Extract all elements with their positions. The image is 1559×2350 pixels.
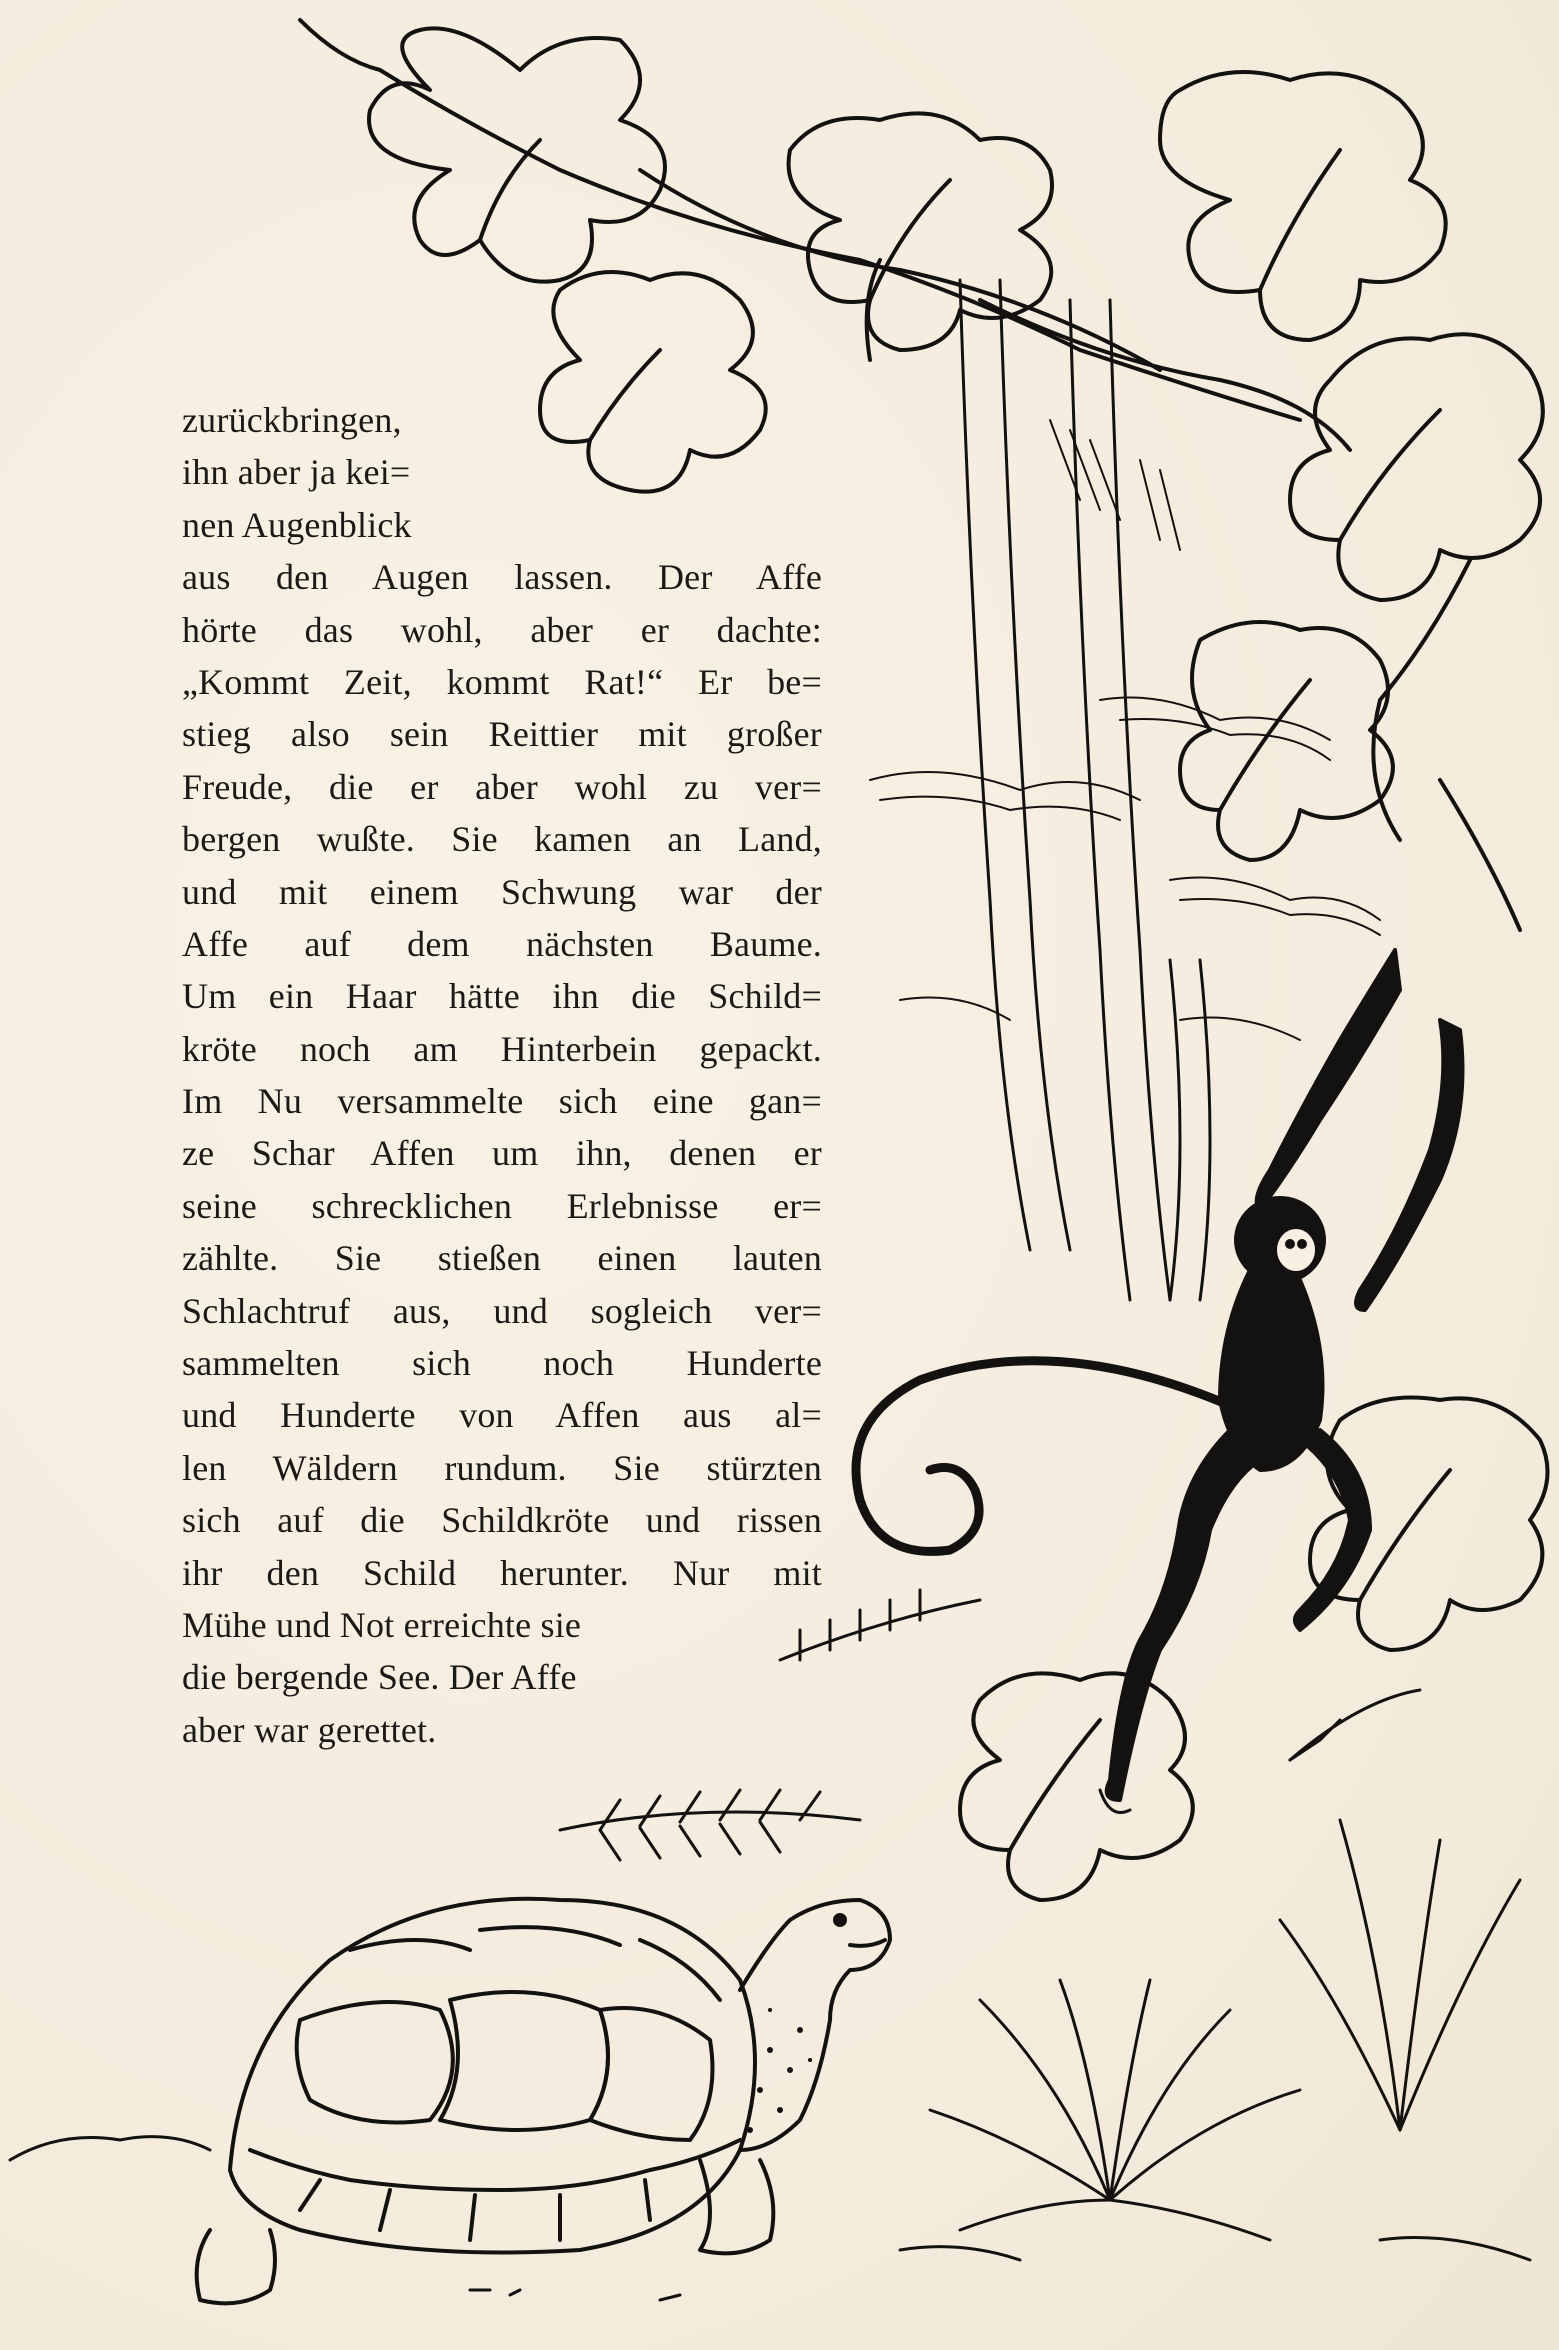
text-line: aus den Augen lassen. Der Affe bbox=[182, 557, 822, 598]
tree-trunk-icon bbox=[960, 280, 1210, 1300]
spiky-plant-icon bbox=[930, 1820, 1520, 2240]
text-line: kröte noch am Hinterbein gepackt. bbox=[182, 1028, 822, 1069]
text-line: Mühe und Not erreichte sie bbox=[182, 1604, 582, 1645]
text-line: aber war gerettet. bbox=[182, 1709, 437, 1750]
background-foliage bbox=[870, 420, 1380, 1040]
monkey-icon bbox=[856, 950, 1463, 1813]
text-line: Im Nu versammelte sich eine gan= bbox=[182, 1081, 822, 1122]
text-line: len Wäldern rundum. Sie stürzten bbox=[182, 1447, 822, 1488]
text-line: „Kommt Zeit, kommt Rat!“ Er be= bbox=[182, 661, 822, 702]
text-line: Um ein Haar hätte ihn die Schild= bbox=[182, 976, 822, 1017]
text-line: zählte. Sie stießen einen lauten bbox=[182, 1238, 822, 1279]
text-line: Affe auf dem nächsten Baume. bbox=[182, 923, 822, 964]
tortoise-icon bbox=[197, 1899, 890, 2304]
text-line: nen Augenblick bbox=[182, 504, 412, 545]
story-text bbox=[182, 394, 822, 1756]
text-line: ihn aber ja kei= bbox=[182, 452, 411, 493]
text-line: bergen wußte. Sie kamen an Land, bbox=[182, 819, 822, 860]
text-line: und Hunderte von Affen aus al= bbox=[182, 1395, 822, 1436]
text-line: zurückbringen, bbox=[182, 400, 402, 440]
text-line: ze Schar Affen um ihn, denen er bbox=[182, 1133, 822, 1174]
text-line: sich auf die Schildkröte und rissen bbox=[182, 1500, 822, 1541]
text-line: hörte das wohl, aber er dachte: bbox=[182, 609, 822, 650]
text-line: seine schrecklichen Erlebnisse er= bbox=[182, 1185, 822, 1226]
ground bbox=[10, 2137, 1530, 2300]
text-line: ihr den Schild herunter. Nur mit bbox=[182, 1552, 822, 1593]
text-line: Schlachtruf aus, und sogleich ver= bbox=[182, 1290, 822, 1331]
text-line: Freude, die er aber wohl zu ver= bbox=[182, 766, 822, 807]
text-line: stieg also sein Reittier mit großer bbox=[182, 714, 822, 755]
text-line: und mit einem Schwung war der bbox=[182, 871, 822, 912]
text-line: sammelten sich noch Hunderte bbox=[182, 1343, 822, 1384]
text-line: die bergende See. Der Affe bbox=[182, 1657, 577, 1698]
